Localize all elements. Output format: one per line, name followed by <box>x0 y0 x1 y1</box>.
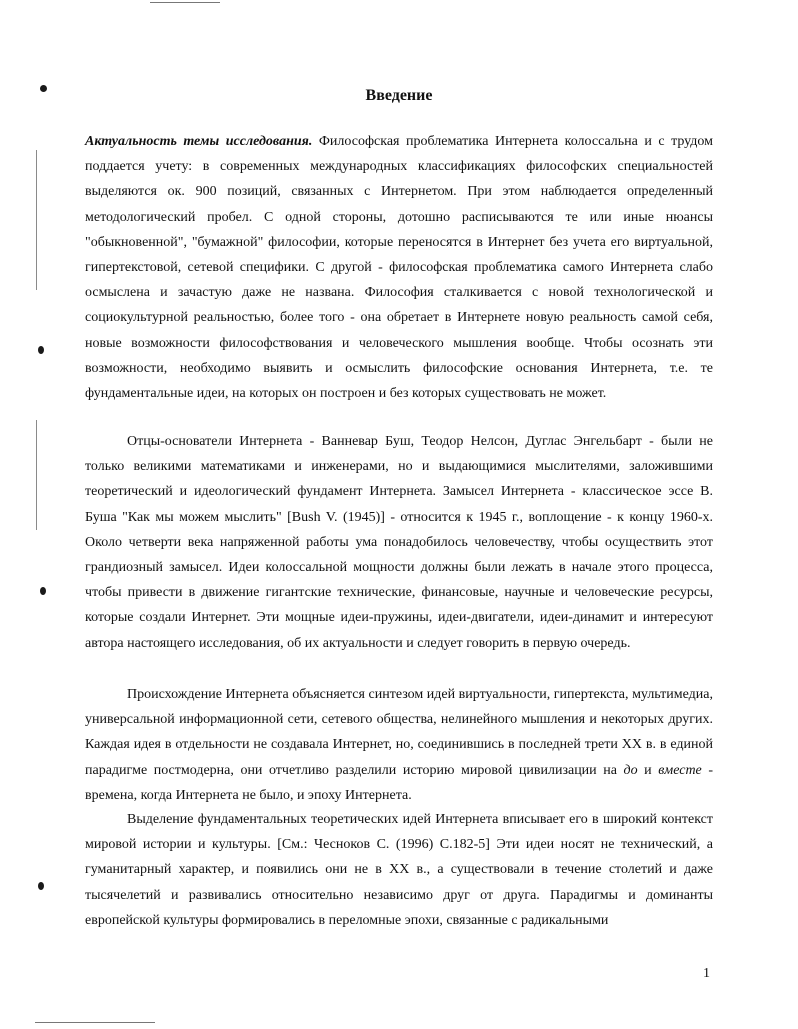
scan-dash-bottom <box>35 1022 155 1023</box>
binding-hole-mark <box>38 346 44 354</box>
paragraph-text: - времена, когда Интернета не было, и эпоху Интернета. <box>85 762 713 803</box>
paragraph-text: Философская проблематика Интернета колоссальна и с трудом поддается учету: в современных международных классификациях философских специальностей выделяются ок. 900 позиций, связанных с Интернетом. При этом наблюдается определенный методологический пробел. С одной стороны, дотошно расписываются те или иные нюансы "обыкновенной", "бумажной" философии, которые переносятся в Интернет без учета его виртуальной, гипертекстовой, сетевой специфики. С другой - философская проблематика самого Интернета слабо осмыслена и зачастую даже не названа. Философия сталкивается с новой технологической и социокультурной реальностью, более того - она обретает в Интернете новую реальность самой себя, новые возможности философствования и человеческого мышления вообще. Чтобы осознать эти возможности, необходимо выявить и осмыслить философские основания Интернета, т.е. те фундаментальные идеи, на которых он построен и без которых существовать не может. <box>85 134 714 402</box>
paragraph-text: Происхождение Интернета объясняется синтезом идей виртуальности, гипертекста, мультимедиа, универсальной информационной сети, сетевого общества, нелинейного мышления и некоторых других. Каждая идея в отдельности не создавала Интернет, но, соединившись в последней трети XX в. в единой парадигме постмодерна, они отчетливо разделили историю мировой цивилизации на <box>85 687 713 778</box>
paragraph-lead: Актуальность темы исследования. <box>85 134 313 149</box>
paragraph-ideas: Выделение фундаментальных теоретических идей Интернета вписывает его в широкий контекст мировой истории и культуры. [См.: Чесноков С. (1996) С.182-5] Эти идеи носят не технический, а гуманитарный характер, и появились они не в XX в., а существовали в течение столетий и даже тысячелетий и развивались относительно независимо друг от друга. Парадигмы и доминанты европейской культуры формировались в переломные эпохи, связанные с радикальными <box>85 812 713 928</box>
page-title: Введение <box>365 87 433 104</box>
binding-hole-mark <box>40 587 46 595</box>
scan-dash-top <box>150 2 220 3</box>
emphasis-together: вместе <box>658 762 702 778</box>
left-edge-shadow <box>36 420 37 530</box>
paragraph-founders: Отцы-основатели Интернета - Ванневар Буш, Теодор Нелсон, Дуглас Энгельбарт - были не только великими математиками и инженерами, но и выдающимися мыслителями, заложившими теоретический и идеологический фундамент Интернета. Замысел Интернета - классическое эссе В. Буша "Как мы можем мыслить" [Bush V. (1945)] - относится к 1945 г., воплощение - к концу 1960-х. Около четверти века напряженной работы ума понадобилось человечеству, чтобы осуществить этот грандиозный замысел. Идеи колоссальной мощности должны были лежать в начале этого процесса, чтобы привести в движение гигантские технические, финансовые, научные и человеческие ресурсы, которые создали Интернет. Эти мощные идеи-пружины, идеи-двигатели, идеи-динамит и интересуют автора настоящего исследования, об их актуальности и следует говорить в первую очередь. <box>85 434 713 651</box>
paragraph-origin <box>85 682 713 808</box>
paragraph-text: и <box>637 762 659 778</box>
page-number: 1 <box>703 966 710 981</box>
paragraph-relevance <box>85 129 713 406</box>
emphasis-before: до <box>623 762 638 778</box>
binding-hole-mark <box>38 882 44 890</box>
left-edge-shadow <box>36 150 37 290</box>
